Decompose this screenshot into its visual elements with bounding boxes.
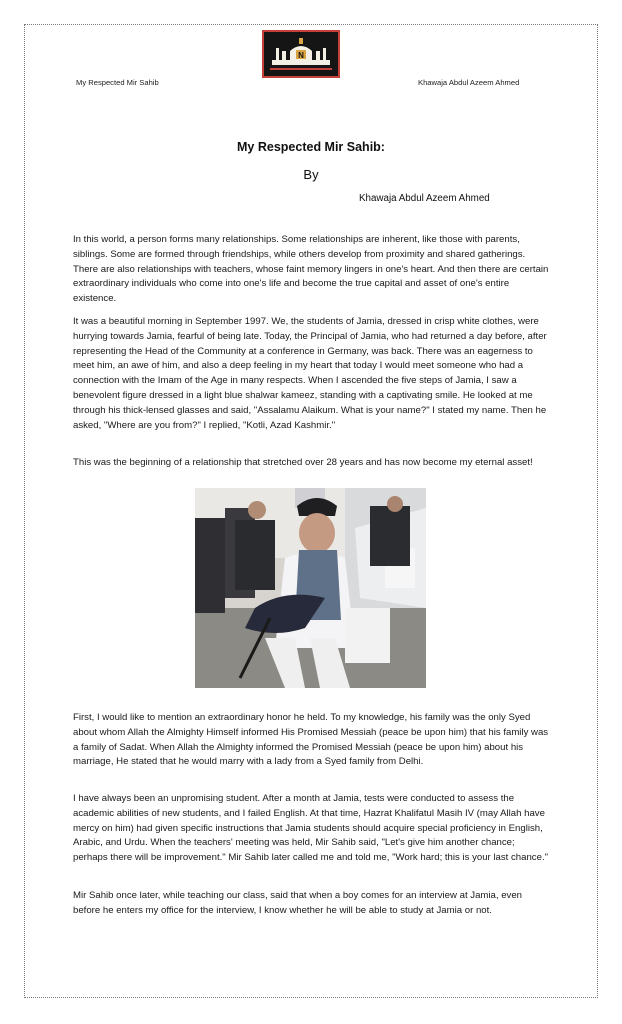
paragraph: Mir Sahib once later, while teaching our class, said that when a boy comes for an interview at Jamia, even before he enters my office for the interview, I know whether he will be able to study at Jamia or not. — [73, 890, 523, 916]
mir-sahib-photo — [195, 488, 426, 688]
paragraph: In this world, a person forms many relationships. Some relationships are inherent, like those with parents, siblings. Some are formed through friendships, while others develop from proximity and shared gatherings. There are also relationships with teachers, whose faint memory lingers in one's heart. And then there are certain extraordinary individuals who come into one's life and become the true capital and asset of one's entire existence. — [73, 234, 549, 305]
article-title: My Respected Mir Sahib: — [237, 140, 385, 154]
paragraph: This was the beginning of a relationship that stretched over 28 years and has now become my eternal asset! — [73, 457, 533, 468]
paragraph: First, I would like to mention an extraordinary honor he held. To my knowledge, his family was the only Syed about whom Allah the Almighty Himself informed His Promised Messiah (peace be upon him) that his family was a family of Sadat. When Allah the Almighty informed the Promised Messiah (peace be upon him) about his marriage, He stated that he would marry with a lady from a Syed family from Delhi. — [73, 712, 549, 768]
byline-label: By — [303, 167, 319, 182]
paragraph: I have always been an unpromising student. After a month at Jamia, tests were conducted to assess the academic abilities of new students, and I failed English. At that time, Hazrat Khalifatul Masih IV (may Allah have mercy on him) had given specific instructions that Jamia students should acquire special proficiency in English, Arabic, and Urdu. When the teachers' meeting was held, Mir Sahib said, "Let's give him another chance; perhaps there will be improvement." Mir Sahib later called me and told me, "Work hard; this is your last chance." — [73, 793, 549, 864]
header-right-text: Khawaja Abdul Azeem Ahmed — [418, 78, 520, 87]
author-name: Khawaja Abdul Azeem Ahmed — [359, 193, 490, 204]
jamia-crest-logo — [262, 30, 340, 78]
svg-text:N: N — [298, 51, 304, 60]
header-left-text: My Respected Mir Sahib — [76, 78, 159, 87]
paragraph: It was a beautiful morning in September 1997. We, the students of Jamia, dressed in crisp white clothes, were hurrying towards Jamia, fearful of being late. Today, the Principal of Jamia, who had returned a day before, after representing the Head of the Community at a conference in Germany, was back. There was an eagerness to meet him, an awe of him, and also a deep feeling in my heart that today I would meet someone who had a connection with the Imam of the Age in many respects. When I ascended the five steps of Jamia, I saw a benevolent figure dressed in a light blue shalwar kameez, standing with a captivating smile. He looked at me through his thick-lensed glasses and said, "Assalamu Alaikum. What is your name?" I stated my name. Then he asked, "Where are you from?" I replied, "Kotli, Azad Kashmir." — [73, 316, 547, 431]
